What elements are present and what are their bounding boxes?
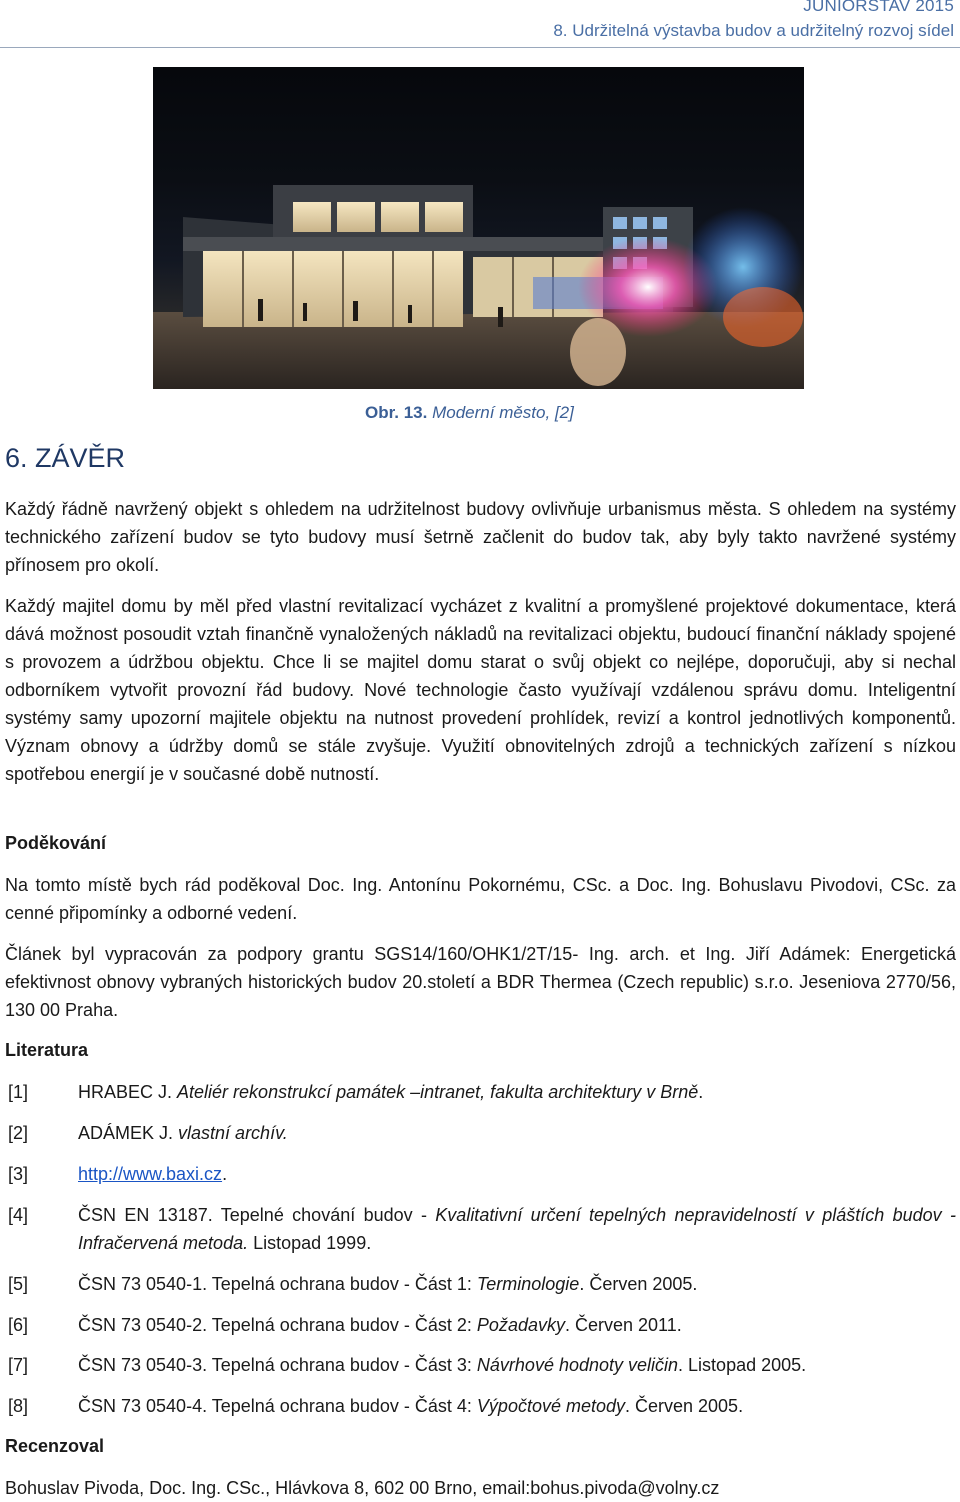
figure-modern-city-photo [153,67,804,389]
review-heading: Recenzoval [5,1436,105,1456]
journal-name: JUNIORSTAV 2015 [803,0,954,15]
section-header: 8. Udržitelná výstavba budov a udržitelný rozvoj sídel [553,21,954,40]
acknowledgement-text: Na tomto místě bych rád poděkoval Doc. Ing. Antonínu Pokornému, CSc. a Doc. Ing. Bohuslavu Pivodovi, CSc. za cenné připomínky a odborné vedení. [5,875,956,923]
paragraph-2: Každý majitel domu by měl před vlastní revitalizací vycházet z kvalitní a promyšlené projektové dokumentace, která dává možnost posoudit vztah finančně vynaložených nákladů na revitalizaci objektu, budoucí finanční náklady spojené s provozem a údržbou objektu. Chce li se majitel domu starat o svůj objekt co nejlépe, doporučuji, aby si nechal odborníkem vytvořit provozní řád budovy. Nové technologie často využívají vzdálenou správu domu. Inteligentní systémy samy upozorní majitele objektu na nutnost provedení prohlídek, revizí a kontrol jednotlivých komponentů. Význam obnovy a údržby domů se stále zvyšuje. Využití obnovitelných zdrojů a technických zařízení s nízkou spotřebou energií je v současné době nutností. [5,596,956,784]
section-title: 6. ZÁVĚR [5,443,126,473]
review-text: Bohuslav Pivoda, Doc. Ing. CSc., Hlávkova 8, 602 00 Brno, email:bohus.pivoda@volny.cz [5,1478,720,1498]
header-rule [0,47,960,48]
caption-label: Obr. 13. [365,403,428,422]
acknowledgement-heading: Poděkování [5,833,107,853]
reference-link[interactable]: http://www.baxi.cz [78,1164,223,1184]
figure-caption [365,403,574,423]
caption-text: Moderní město, [2] [432,403,574,422]
literature-heading: Literatura [5,1040,89,1060]
reference-item: [4] ČSN EN 13187. Tepelné chování budov - Kvalitativní určení tepelných nepravidelností v pláštích budov - Infračervená metoda. Listopad 1999. [8,1205,956,1253]
grant-text: Článek byl vypracován za podpory grantu SGS14/160/OHK1/2T/15- Ing. arch. et Ing. Jiří Adámek: Energetická efektivnost obnovy vybraných historických budov 20.století a BDR Thermea (Czech republic) s.r.o. Jeseniova 2770/56, 130 00 Praha. [5,944,956,1020]
paragraph-1: Každý řádně navržený objekt s ohledem na udržitelnost budovy ovlivňuje urbanismus města. S ohledem na systémy technického zařízení budov se tyto budovy musí šetrně začlenit do budov tak, aby byly takto navržené systémy přínosem pro okolí. [5,499,956,575]
